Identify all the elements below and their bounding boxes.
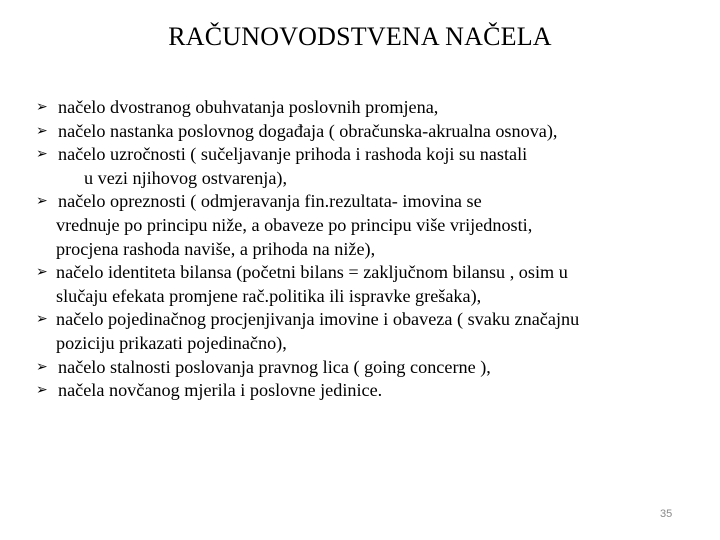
list-item-continuation — [36, 167, 706, 191]
arrow-bullet-icon: ➢ — [36, 99, 48, 115]
list-item-text: načelo nastanka poslovnog događaja ( obračunska-akrualna osnova), — [58, 120, 558, 141]
list-item-text: načelo stalnosti poslovanja pravnog lica ( going concerne ), — [58, 356, 491, 377]
list-item-continuation — [36, 214, 706, 238]
list-item — [36, 120, 706, 144]
arrow-bullet-icon: ➢ — [36, 122, 48, 139]
list-item — [36, 96, 706, 120]
arrow-bullet-icon: ➢ — [36, 146, 48, 163]
arrow-bullet-icon: ➢ — [36, 358, 48, 375]
list-item-text: načelo identiteta bilansa (početni bilans = zaključnom bilansu , osim u — [56, 262, 568, 283]
list-item — [36, 379, 706, 403]
arrow-bullet-icon: ➢ — [36, 311, 48, 328]
principles-list — [36, 96, 706, 403]
list-item-text: načelo uzročnosti ( sučeljavanje prihoda i rashoda koji su nastali — [58, 144, 528, 165]
list-item-continuation — [36, 332, 706, 356]
list-item — [36, 356, 706, 380]
list-item-text: načela novčanog mjerila i poslovne jedinice. — [58, 380, 383, 401]
list-item-text: vrednuje po principu niže, a obaveze po principu više vrijednosti, — [56, 214, 533, 235]
list-item-text: slučaju efekata promjene rač.politika ili ispravke grešaka), — [56, 285, 482, 306]
arrow-bullet-icon: ➢ — [36, 193, 48, 210]
list-item — [36, 261, 706, 285]
list-item-text: načelo dvostranog obuhvatanja poslovnih promjena, — [58, 97, 439, 117]
list-item — [36, 308, 706, 332]
list-item — [36, 143, 706, 167]
list-item-continuation — [36, 285, 706, 309]
list-item-text: u vezi njihovog ostvarenja), — [84, 167, 288, 188]
list-item-text: načelo pojedinačnog procjenjivanja imovine i obaveza ( svaku značajnu — [56, 309, 580, 330]
slide-title: RAČUNOVODSTVENA NAČELA — [168, 22, 552, 51]
list-item-text: poziciju prikazati pojedinačno), — [56, 332, 287, 353]
list-item-continuation — [36, 238, 706, 262]
list-item — [36, 190, 706, 214]
list-item-text: procjena rashoda naviše, a prihoda na niže), — [56, 238, 376, 259]
arrow-bullet-icon: ➢ — [36, 382, 48, 399]
arrow-bullet-icon: ➢ — [36, 264, 48, 281]
list-item-text: načelo opreznosti ( odmjeravanja fin.rezultata- imovina se — [58, 191, 482, 212]
page-number: 35 — [660, 508, 673, 520]
